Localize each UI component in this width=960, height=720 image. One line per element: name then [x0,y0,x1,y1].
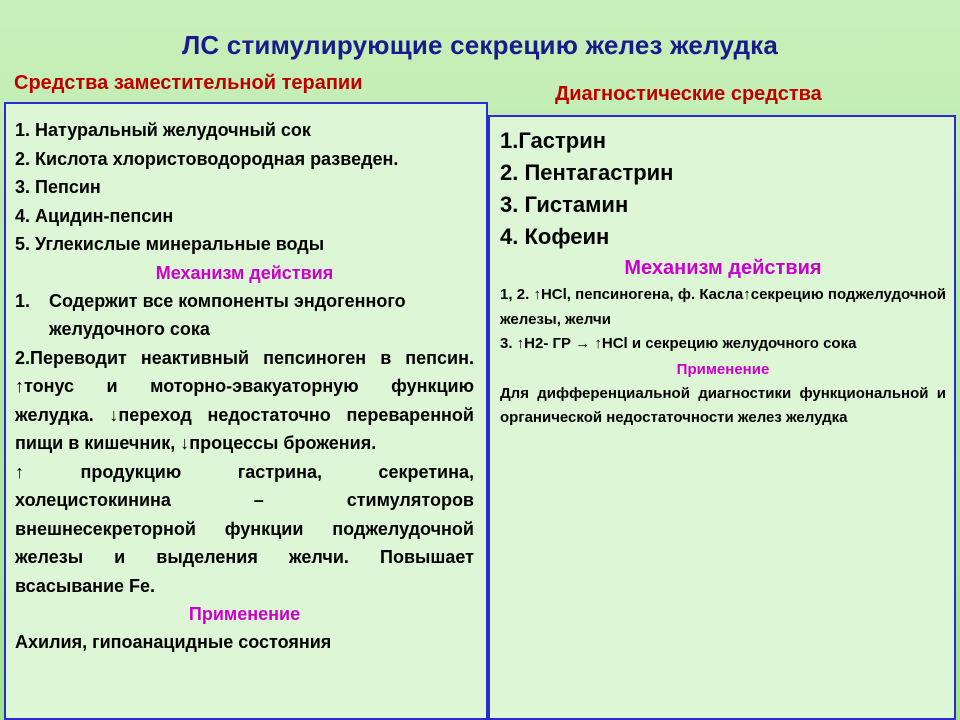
application-text: Ахилия, гипоанацидные состояния [15,632,332,652]
left-column-heading: Средства заместительной терапии [14,72,363,94]
replacement-therapy-panel [4,102,488,720]
list-item: 1. Натуральный желудочный сок [15,120,311,140]
list-item: 4. Кофеин [500,224,610,249]
mechanism-point-1: 1, 2. ↑HCl, пепсиногена, ф. Касла↑секрецию поджелудочной железы, желчи [500,286,946,328]
mechanism-point-2: 3. ↑H2- ГР → ↑HCl и секрецию желудочного сока [500,335,857,352]
list-item: 1.Гастрин [500,128,607,153]
mechanism-point-1 [15,287,474,344]
list-item: 4. Ацидин-пепсин [15,205,174,226]
diagnostic-agents-panel [488,115,956,720]
application-text: Для дифференциальной диагностики функциональной и органической недостаточности желез желудка [500,384,946,426]
mechanism-point-2: 2.Переводит неактивный пепсиноген в пепсин. ↑тонус и моторно-эвакуаторную функцию желудка. ↓переход недостаточно переваренной пищи в кишечник, ↓процессы брожения. [15,347,474,453]
mechanism-heading: Механизм действия [624,257,822,279]
mechanism-text: Содержит все компоненты эндогенного желудочного сока [49,290,406,339]
list-item: 2. Пентагастрин [500,160,674,185]
mechanism-number: 1. [15,290,31,311]
page-title: ЛС стимулирующие секрецию желез желудка [181,30,779,60]
mechanism-heading: Механизм действия [155,262,334,283]
list-item: 3. Гистамин [500,192,629,217]
right-column-heading: Диагностические средства [555,83,822,105]
mechanism-point-3: ↑ продукцию гастрина, секретина, холецистокинина – стимуляторов внешнесекреторной функции поджелудочной железы и выделения желчи. Повышает всасывание Fe. [15,461,474,596]
list-item: 5. Углекислые минеральные воды [15,234,325,254]
application-heading: Применение [676,360,770,378]
list-item: 3. Пепсин [15,177,101,197]
list-item: 2. Кислота хлористоводородная разведен. [15,148,399,169]
application-heading: Применение [188,604,301,624]
